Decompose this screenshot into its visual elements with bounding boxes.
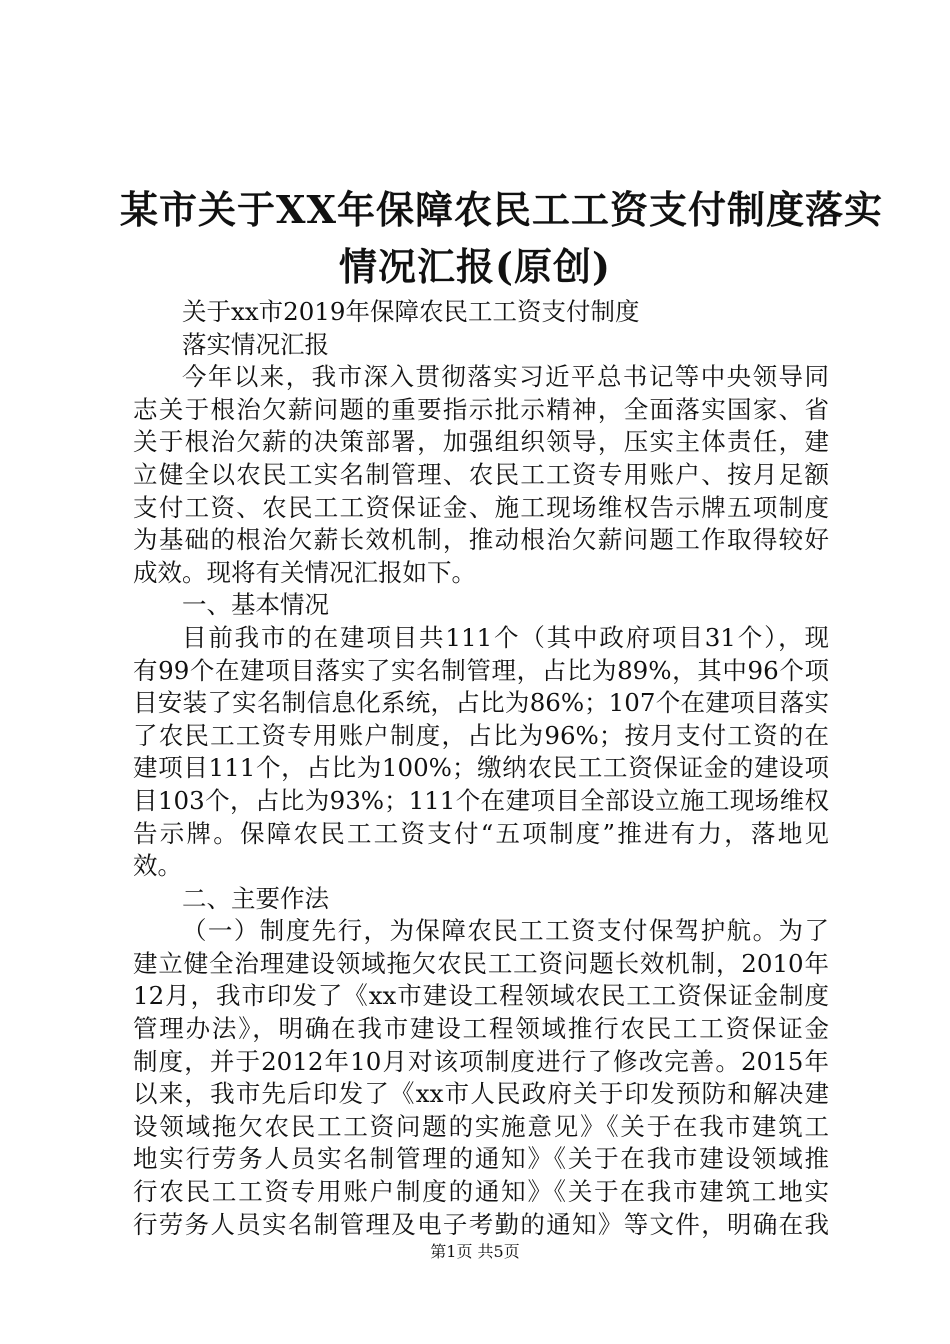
body-line: 目安装了实名制信息化系统，占比为86%；107个在建项目落实 [133, 688, 829, 718]
document-title-line-2: 情况汇报(原创) [339, 244, 611, 289]
body-line: 今年以来，我市深入贯彻落实习近平总书记等中央领导同 [182, 362, 829, 392]
page-number-footer: 第1页 共5页 [430, 1242, 520, 1261]
body-line: 落实情况汇报 [182, 329, 329, 359]
body-line: 告示牌。保障农民工工资支付“五项制度”推进有力，落地见 [133, 818, 829, 848]
section-heading: 一、基本情况 [182, 590, 329, 620]
body-line: 12月，我市印发了《xx市建设工程领域农民工工资保证金制度 [133, 981, 829, 1011]
body-line: 支付工资、农民工工资保证金、施工现场维权告示牌五项制度 [133, 492, 829, 522]
body-line: 志关于根治欠薪问题的重要指示批示精神，全面落实国家、省 [133, 394, 829, 424]
body-line: 立健全以农民工实名制管理、农民工工资专用账户、按月足额 [133, 459, 829, 489]
body-line: 建立健全治理建设领域拖欠农民工工资问题长效机制，2010年 [133, 948, 829, 978]
body-line: 制度，并于2012年10月对该项制度进行了修改完善。2015年 [133, 1046, 829, 1076]
body-line: 效。 [133, 851, 182, 881]
body-line: 行劳务人员实名制管理及电子考勤的通知》等文件，明确在我 [133, 1209, 829, 1239]
body-line: 有99个在建项目落实了实名制管理，占比为89%，其中96个项 [133, 655, 829, 685]
section-heading: 二、主要作法 [182, 883, 329, 913]
body-line: 目103个，占比为93%；111个在建项目全部设立施工现场维权 [133, 785, 829, 815]
body-line: 了农民工工资专用账户制度，占比为96%；按月支付工资的在 [133, 720, 829, 750]
body-line: 建项目111个，占比为100%；缴纳农民工工资保证金的建设项 [133, 753, 829, 783]
body-line: 设领域拖欠农民工工资问题的实施意见》《关于在我市建筑工 [133, 1111, 829, 1141]
body-line: 为基础的根治欠薪长效机制，推动根治欠薪问题工作取得较好 [133, 525, 829, 555]
body-line: 地实行劳务人员实名制管理的通知》《关于在我市建设领域推 [133, 1144, 829, 1174]
document-body [133, 296, 829, 1241]
body-line: （一）制度先行，为保障农民工工资支付保驾护航。为了 [182, 916, 829, 946]
body-line: 目前我市的在建项目共111个（其中政府项目31个），现 [182, 622, 829, 652]
body-line: 成效。现将有关情况汇报如下。 [133, 557, 476, 587]
body-line: 关于根治欠薪的决策部署，加强组织领导，压实主体责任，建 [133, 427, 829, 457]
document-title-line-1: 某市关于XX年保障农民工工资支付制度落实 [120, 187, 883, 232]
body-line: 管理办法》，明确在我市建设工程领域推行农民工工资保证金 [133, 1014, 829, 1044]
body-line: 以来，我市先后印发了《xx市人民政府关于印发预防和解决建 [133, 1079, 829, 1109]
body-line: 关于xx市2019年保障农民工工资支付制度 [182, 297, 640, 326]
body-line: 行农民工工资专用账户制度的通知》《关于在我市建筑工地实 [133, 1177, 829, 1207]
